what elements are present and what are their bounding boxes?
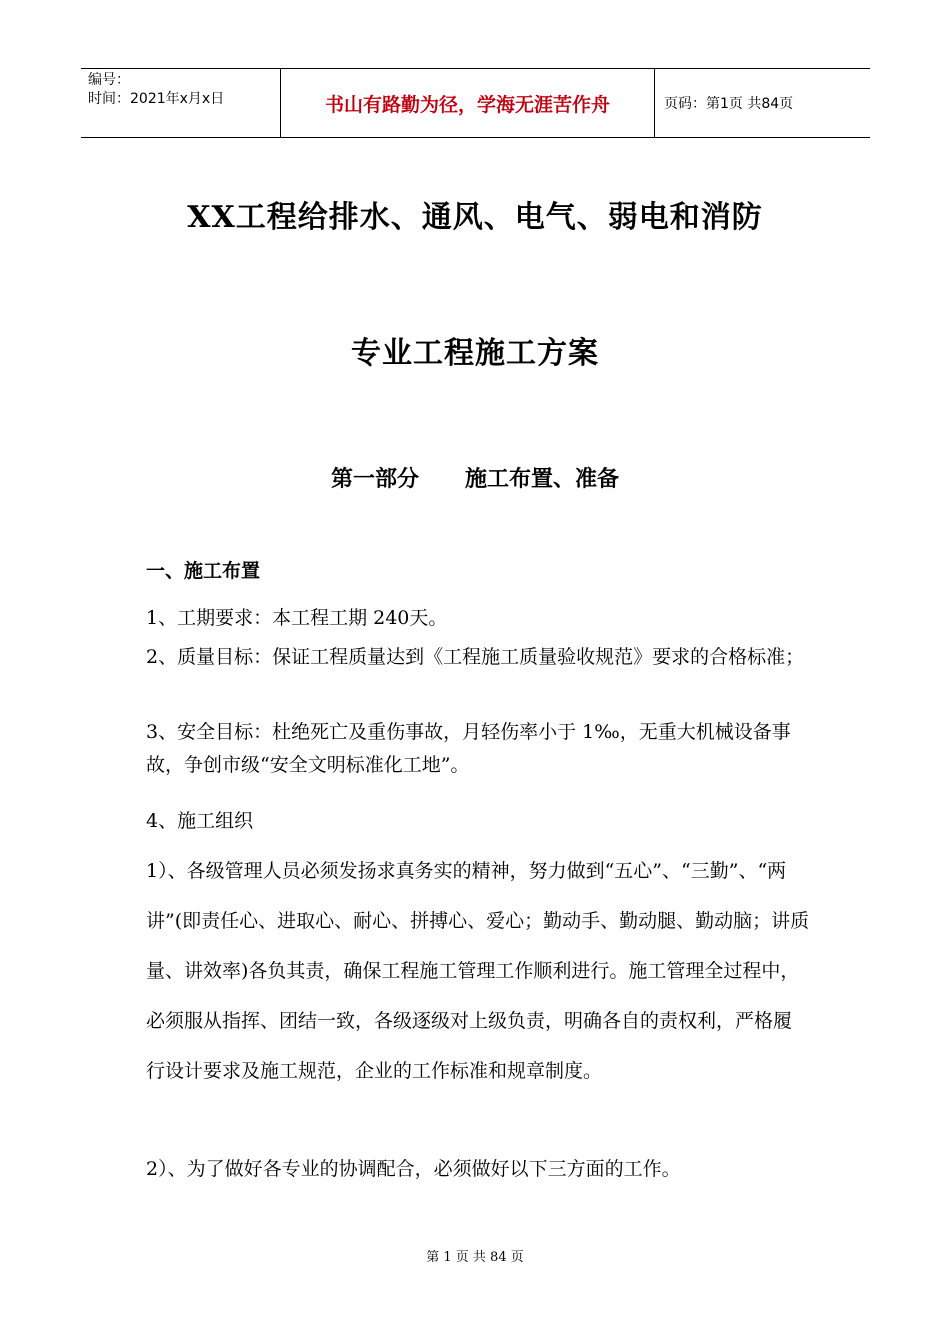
- header-left-cell: [81, 69, 281, 137]
- number-label: 编号：: [88, 72, 130, 88]
- section-heading: 一、施工布置: [146, 560, 261, 582]
- paragraph-quality: 2、质量目标：保证工程质量达到《工程施工质量验收规范》要求的合格标准；: [146, 646, 805, 668]
- paragraph-schedule: 1、工期要求：本工程工期 240天。: [146, 607, 448, 629]
- document-title-line1: XX工程给排水、通风、电气、弱电和消防: [187, 200, 763, 235]
- document-title-line2: 专业工程施工方案: [351, 336, 599, 371]
- document-header-table: [81, 68, 870, 138]
- page-footer: 第 1 页 共 84 页: [426, 1250, 524, 1265]
- paragraph-coordination: 2）、为了做好各专业的协调配合，必须做好以下三方面的工作。: [146, 1158, 681, 1180]
- header-motto: 书山有路勤为径，学海无涯苦作舟: [281, 69, 655, 137]
- part-title: 第一部分 施工布置、准备: [331, 466, 619, 492]
- header-page-info: 页码：第1页 共84页: [664, 96, 794, 112]
- paragraph-organization: 4、施工组织: [146, 810, 254, 832]
- paragraph-management: 1）、各级管理人员必须发扬求真务实的精神，努力做到“五心”、“三勤”、“两讲”(即责任心、进取心、耐心、拼搏心、爱心；勤动手、勤动腿、勤动脑；讲质量、讲效率)各负其责，确保工程施工管理工作顺利进行。施工管理全过程中，必须服从指挥、团结一致，各级逐级对上级负责，明确各自的责权利，严格履行设计要求及施工规范，企业的工作标准和规章制度。: [146, 860, 810, 1082]
- time-label: 时间：2021年x月x日: [88, 91, 225, 107]
- paragraph-safety: 3、安全目标：杜绝死亡及重伤事故，月轻伤率小于 1‰，无重大机械设备事故，争创市级“安全文明标准化工地”。: [146, 721, 791, 776]
